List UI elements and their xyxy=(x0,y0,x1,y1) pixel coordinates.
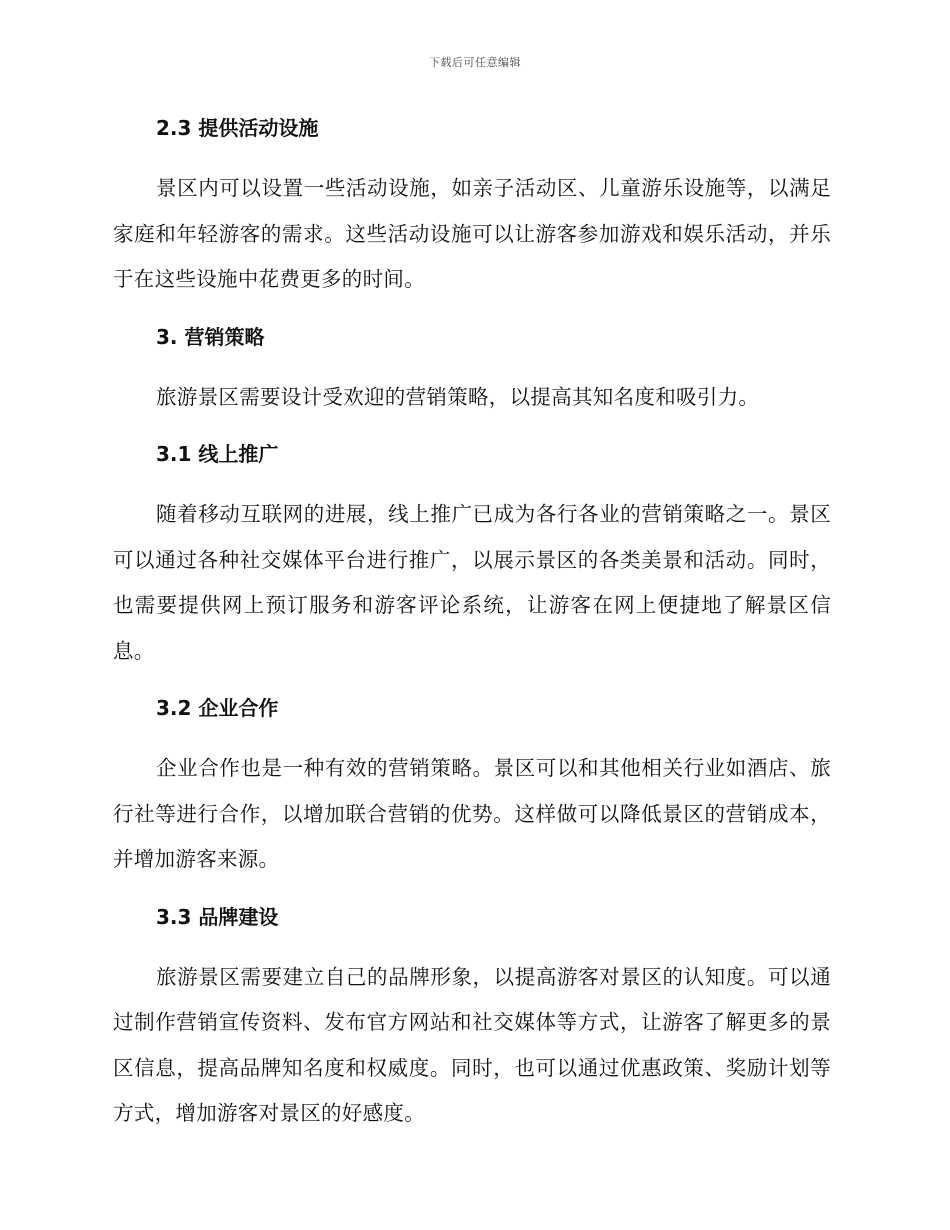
section-paragraph-3-2: 企业合作也是一种有效的营销策略。景区可以和其他相关行业如酒店、旅行社等进行合作，以增加联合营销的优势。这样做可以降低景区的营销成本，并增加游客来源。 xyxy=(113,756,831,871)
section-heading-3-2: 3.2 企业合作 xyxy=(156,696,279,720)
document-body xyxy=(113,112,831,1137)
section-heading-3-3: 3.3 品牌建设 xyxy=(156,904,279,929)
section-paragraph-3-1: 随着移动互联网的进展，线上推广已成为各行各业的营销策略之一。景区可以通过各种社交媒体平台进行推广，以展示景区的各类美景和活动。同时，也需要提供网上预订服务和游客评论系统，让游客在网上便捷地了解景区信息。 xyxy=(113,502,831,663)
header-note: 下载后可任意编辑 xyxy=(429,56,521,69)
section-paragraph-3: 旅游景区需要设计受欢迎的营销策略，以提高其知名度和吸引力。 xyxy=(156,384,760,409)
section-paragraph-2-3: 景区内可以设置一些活动设施，如亲子活动区、儿童游乐设施等，以满足家庭和年轻游客的需求。这些活动设施可以让游客参加游戏和娱乐活动，并乐于在这些设施中花费更多的时间。 xyxy=(113,176,831,291)
section-heading-3-1: 3.1 线上推广 xyxy=(156,442,279,466)
section-heading-3: 3. 营销策略 xyxy=(156,324,265,349)
section-heading-2-3: 2.3 提供活动设施 xyxy=(156,116,319,140)
section-paragraph-3-3: 旅游景区需要建立自己的品牌形象，以提高游客对景区的认知度。可以通过制作营销宣传资料、发布官方网站和社交媒体等方式，让游客了解更多的景区信息，提高品牌知名度和权威度。同时，也可以通过优惠政策、奖励计划等方式，增加游客对景区的好感度。 xyxy=(113,964,831,1125)
